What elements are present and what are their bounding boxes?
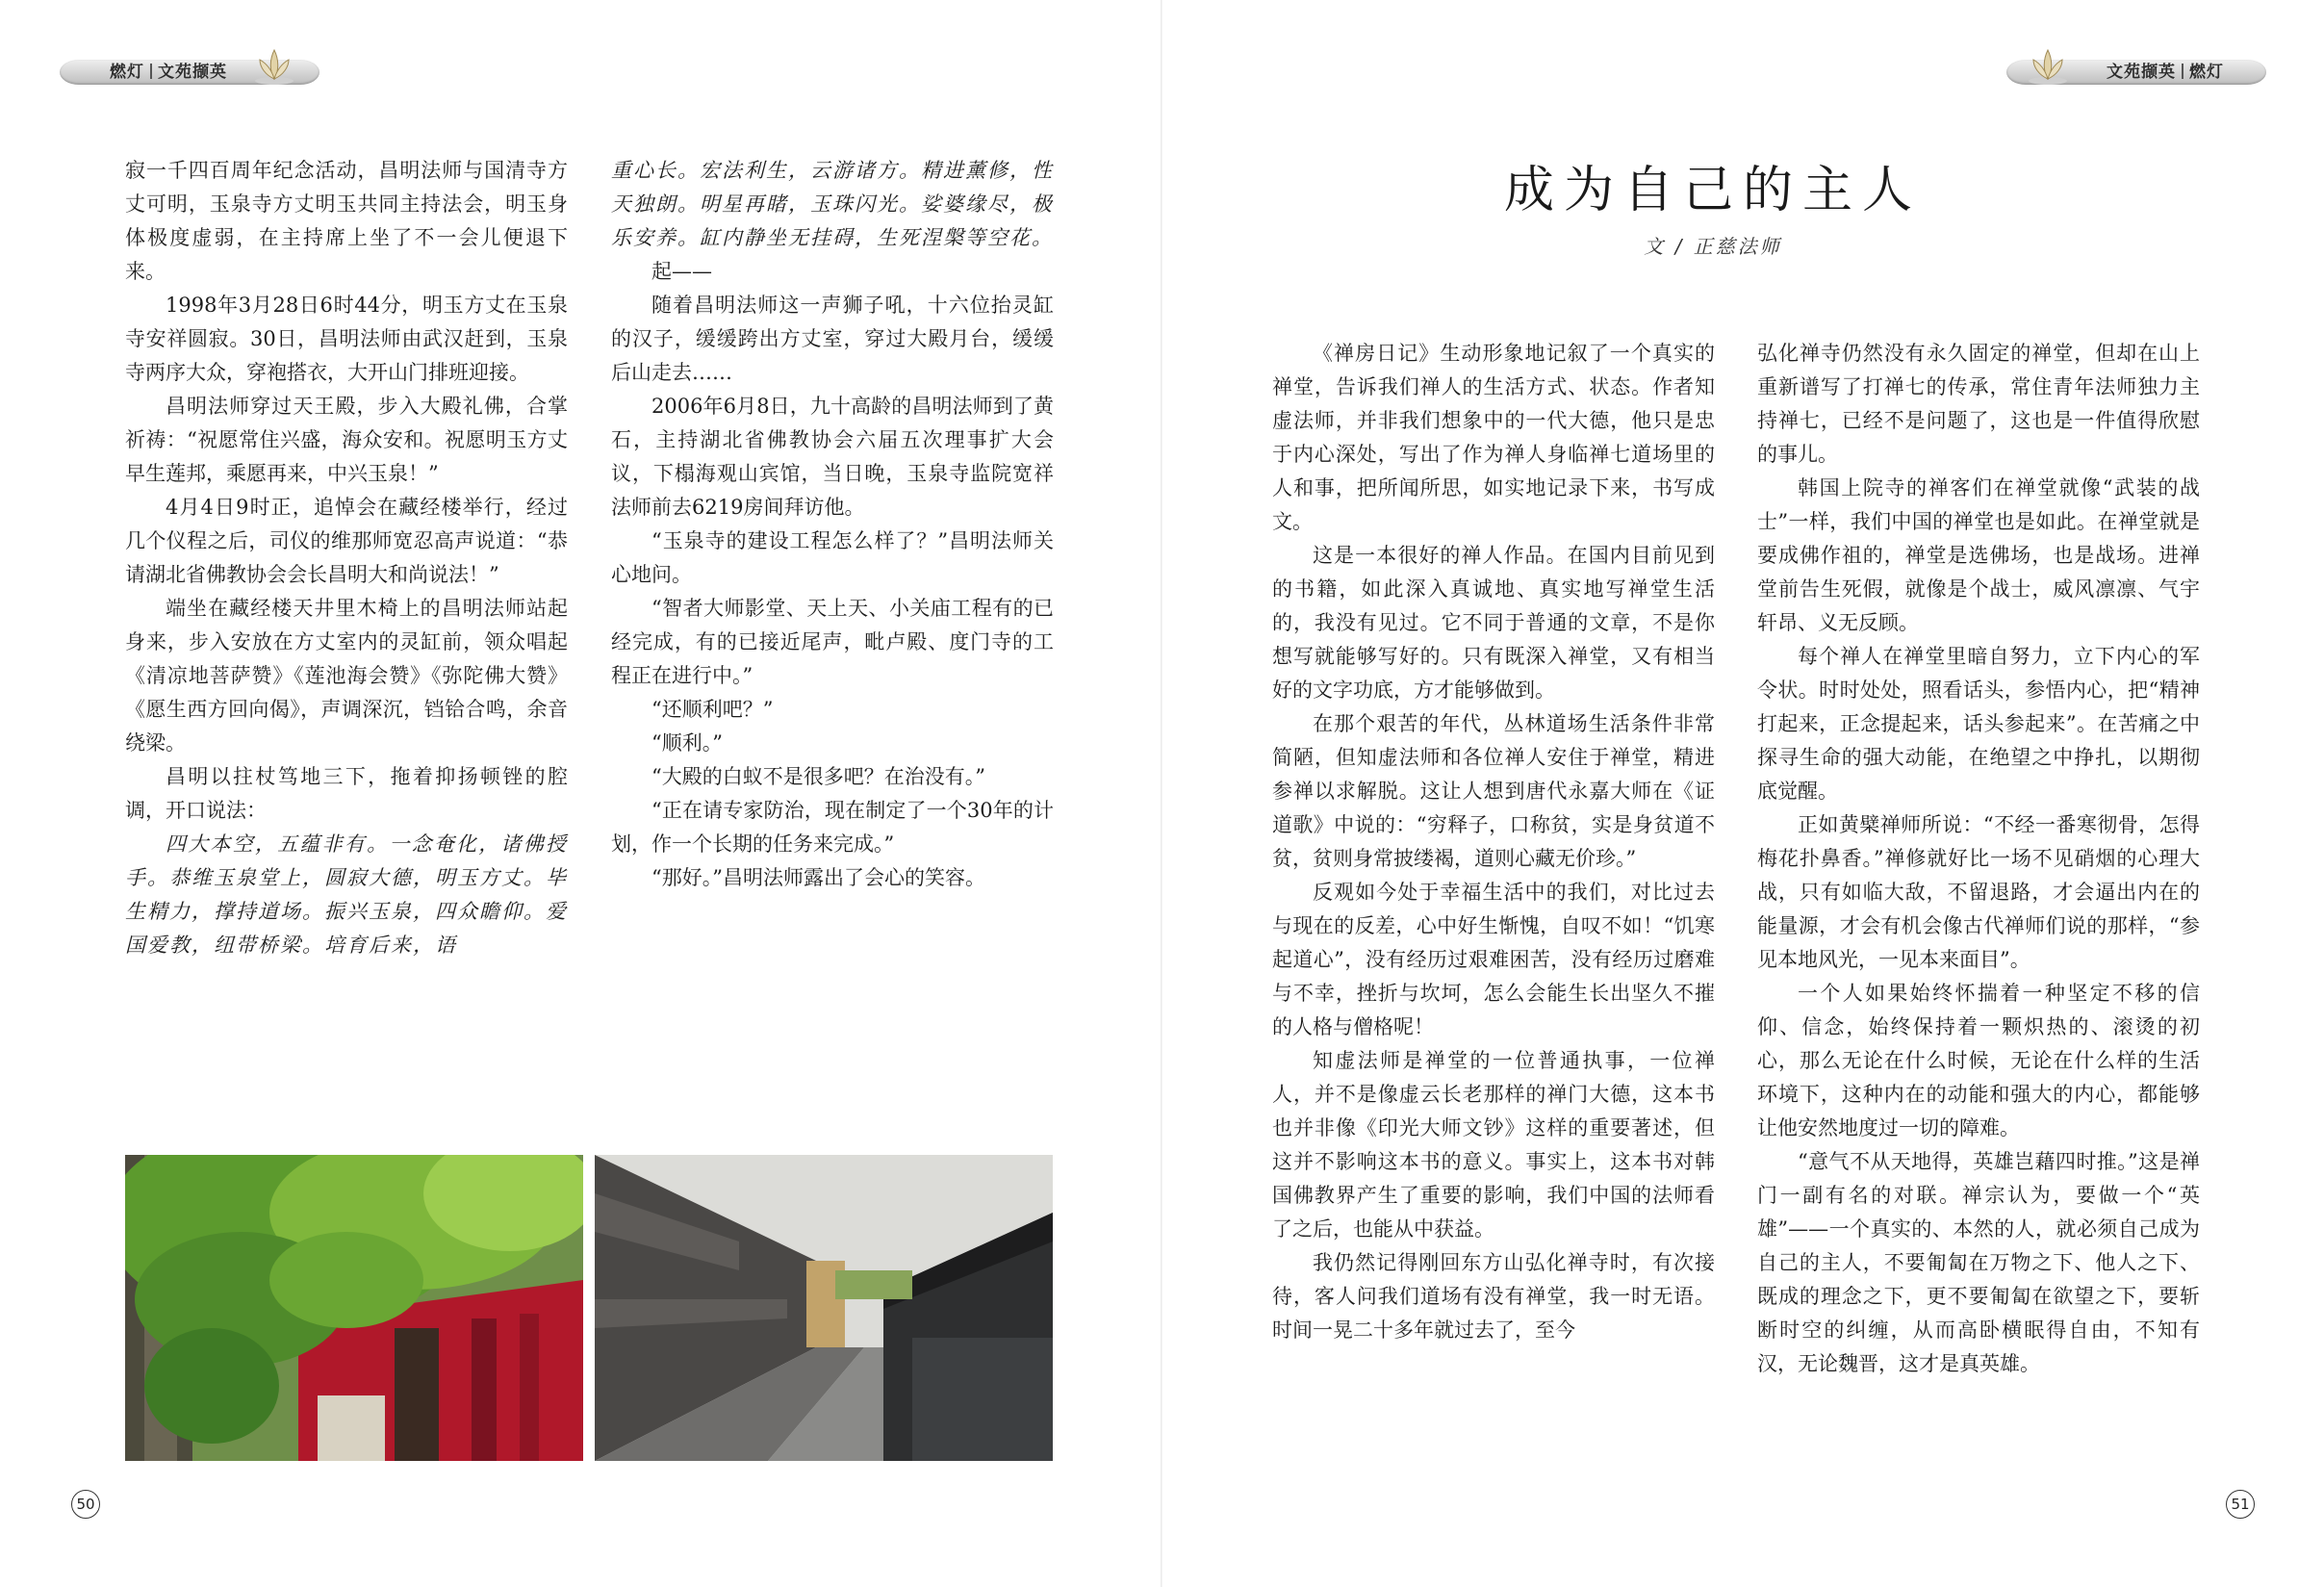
paragraph: 知虚法师是禅堂的一位普通执事，一位禅人，并不是像虚云长老那样的禅门大德，这本书也并非像《印光大师文钞》这样的重要著述，但这并不影响这本书的意义。事实上，这本书对韩国佛教界产生了重要的影响，我们中国的法师看了之后，也能从中获益。 xyxy=(1272,1049,1715,1241)
paragraph: 在那个艰苦的年代，丛林道场生活条件非常简陋，但知虚法师和各位禅人安住于禅堂，精进参禅以求解脱。这让人想到唐代永嘉大师在《证道歌》中说的：“穷释子，口称贫，实是身贫道不贫，贫则身常披缕褐，道则心藏无价珍。” xyxy=(1272,712,1715,870)
paragraph: 反观如今处于幸福生活中的我们，对比过去与现在的反差，心中好生惭愧，自叹不如！“饥寒起道心”，没有经历过艰难困苦，没有经历过磨难与不幸，挫折与坎坷，怎么会能生长出坚久不摧的人格与僧格呢！ xyxy=(1272,881,1715,1038)
paragraph: 起—— xyxy=(651,260,712,283)
paragraph: 这是一本很好的禅人作品。在国内目前见到的书籍，如此深入真诚地、真实地写禅堂生活的，我没有见过。它不同于普通的文章，不是你想写就能够写好的。只有既深入禅堂，又有相当好的文字功底，方才能够做到。 xyxy=(1272,544,1715,702)
paragraph: 《禅房日记》生动形象地记叙了一个真实的禅堂，告诉我们禅人的生活方式、状态。作者知虚法师，并非我们想象中的一代大德，他只是忠于内心深处，写出了作为禅人身临禅七道场里的人和事，把所闻所思，如实地记录下来，书写成文。 xyxy=(1272,342,1715,533)
paragraph: 弘化禅寺仍然没有永久固定的禅堂，但却在山上重新谱写了打禅七的传承，常住青年法师独力主持禅七，已经不是问题了，这也是一件值得欣慰的事儿。 xyxy=(1757,342,2200,466)
banner-divider xyxy=(150,64,152,79)
section-燃灯: 燃灯 xyxy=(2189,63,2224,82)
paragraph: 每个禅人在禅堂里暗自努力，立下内心的军令状。时时处处，照看话头，参悟内心，把“精神打起来，正念提起来，话头参起来”。在苦痛之中探寻生命的强大动能，在绝望之中挣扎，以期彻底觉醒。 xyxy=(1757,645,2200,803)
temple-trees-image xyxy=(125,1155,583,1461)
paragraph: 2006年6月8日，九十高龄的昌明法师到了黄石，主持湖北省佛教协会六届五次理事扩大会议，下榻海观山宾馆，当日晚，玉泉寺监院宽祥法师前去6219房间拜访他。 xyxy=(611,395,1054,519)
eulogy-verse: 四大本空，五蕴非有。一念奄化，诸佛授手。恭维玉泉堂上，圆寂大德，明玉方丈。毕生精力，撑持道场。振兴玉泉，四众瞻仰。爱国爱教，纽带桥梁。培育后来，语 xyxy=(125,832,568,957)
header-banner-left xyxy=(60,48,319,90)
paragraph: 昌明法师穿过天王殿，步入大殿礼佛，合掌祈祷：“祝愿常住兴盛，海众安和。祝愿明玉方丈早生莲邦，乘愿再来，中兴玉泉！” xyxy=(125,395,568,485)
lotus-icon xyxy=(252,42,296,87)
right-column-1 xyxy=(1272,337,1715,1347)
paragraph: 端坐在藏经楼天井里木椅上的昌明法师站起身来，步入安放在方丈室内的灵缸前，领众唱起《清凉地菩萨赞》《莲池海会赞》《弥陀佛大赞》《愿生西方回向偈》，声调深沉，铛铪合鸣，余音绕梁。 xyxy=(125,597,568,755)
paragraph: “大殿的白蚁不是很多吧？在治没有。” xyxy=(651,765,985,788)
paragraph: 正如黄檗禅师所说：“不经一番寒彻骨，怎得梅花扑鼻香。”禅修就好比一场不见硝烟的心理大战，只有如临大敌，不留退路，才会逼出内在的能量源，才会有机会像古代禅师们说的那样，“参见本地风光，一见本来面目”。 xyxy=(1757,813,2200,971)
temple-photo-trees xyxy=(125,1155,583,1461)
paragraph: 寂一千四百周年纪念活动，昌明法师与国清寺方丈可明，玉泉寺方丈明玉共同主持法会，明玉身体极度虚弱，在主持席上坐了不一会儿便退下来。 xyxy=(125,159,568,283)
article-byline: 文 / 正慈法师 xyxy=(1644,235,1782,258)
section-文苑撷英: 文苑撷英 xyxy=(2107,63,2176,82)
banner-label xyxy=(110,61,227,84)
left-column-2 xyxy=(611,154,1054,895)
eulogy-verse: 重心长。宏法利生，云游诸方。精进薰修，性天独朗。明星再睹，玉珠闪光。娑婆缘尽，极乐安养。缸内静坐无挂碍，生死涅槃等空花。 xyxy=(611,159,1054,249)
paragraph: “那好。”昌明法师露出了会心的笑容。 xyxy=(651,866,985,889)
page-number-left: 50 xyxy=(71,1490,100,1519)
temple-photo-alley xyxy=(595,1155,1053,1461)
page-gutter xyxy=(1161,0,1162,1587)
paragraph: “玉泉寺的建设工程怎么样了？”昌明法师关心地问。 xyxy=(611,529,1054,586)
paragraph: “智者大师影堂、天上天、小关庙工程有的已经完成，有的已接近尾声，毗卢殿、度门寺的工程正在进行中。” xyxy=(611,597,1054,687)
paragraph: “意气不从天地得，英雄岂藉四时推。”这是禅门一副有名的对联。禅宗认为，要做一个“英雄”——一个真实的、本然的人，就必须自己成为自己的主人，不要匍匐在万物之下、他人之下、既成的理念之下，更不要匍匐在欲望之下，要斩断时空的纠缠，从而高卧横眠得自由，不知有汉，无论魏晋，这才是真英雄。 xyxy=(1757,1150,2200,1375)
section-燃灯: 燃灯 xyxy=(110,63,144,82)
right-column-2 xyxy=(1757,337,2200,1381)
paragraph: 昌明以拄杖笃地三下，拖着抑扬顿锉的腔调，开口说法： xyxy=(125,765,568,822)
lotus-icon xyxy=(2026,42,2070,87)
header-banner-right xyxy=(2006,48,2266,90)
article-title: 成为自己的主人 xyxy=(1503,162,1922,219)
paragraph: 随着昌明法师这一声狮子吼，十六位抬灵缸的汉子，缓缓跨出方丈室，穿过大殿月台，缓缓后山走去…… xyxy=(611,294,1054,384)
left-column-1 xyxy=(125,154,568,962)
paragraph: 1998年3月28日6时44分，明玉方丈在玉泉寺安祥圆寂。30日，昌明法师由武汉赶到，玉泉寺两序大众，穿袍搭衣，大开山门排班迎接。 xyxy=(125,294,568,384)
paragraph: 一个人如果始终怀揣着一种坚定不移的信仰、信念，始终保持着一颗炽热的、滚烫的初心，那么无论在什么时候，无论在什么样的生活环境下，这种内在的动能和强大的内心，都能够让他安然地度过一切的障难。 xyxy=(1757,982,2200,1139)
paragraph: “正在请专家防治，现在制定了一个30年的计划，作一个长期的任务来完成。” xyxy=(611,799,1054,856)
banner-label xyxy=(2107,61,2224,84)
paragraph: 韩国上院寺的禅客们在禅堂就像“武装的战士”一样，我们中国的禅堂也是如此。在禅堂就是要成佛作祖的，禅堂是选佛场，也是战场。进禅堂前告生死假，就像是个战士，威风凛凛、气宇轩昂、义无反顾。 xyxy=(1757,476,2200,634)
banner-divider xyxy=(2182,64,2184,79)
paragraph: 4月4日9时正，追悼会在藏经楼举行，经过几个仪程之后，司仪的维那师宽忍高声说道：“恭请湖北省佛教协会会长昌明大和尚说法！” xyxy=(125,496,568,586)
temple-alley-image xyxy=(595,1155,1053,1461)
paragraph: 我仍然记得刚回东方山弘化禅寺时，有次接待，客人问我们道场有没有禅堂，我一时无语。时间一晃二十多年就过去了，至今 xyxy=(1272,1251,1715,1342)
paragraph: “顺利。” xyxy=(651,731,723,755)
paragraph: “还顺利吧？” xyxy=(651,698,774,721)
page-number-right: 51 xyxy=(2226,1490,2255,1519)
section-文苑撷英: 文苑撷英 xyxy=(158,63,227,82)
